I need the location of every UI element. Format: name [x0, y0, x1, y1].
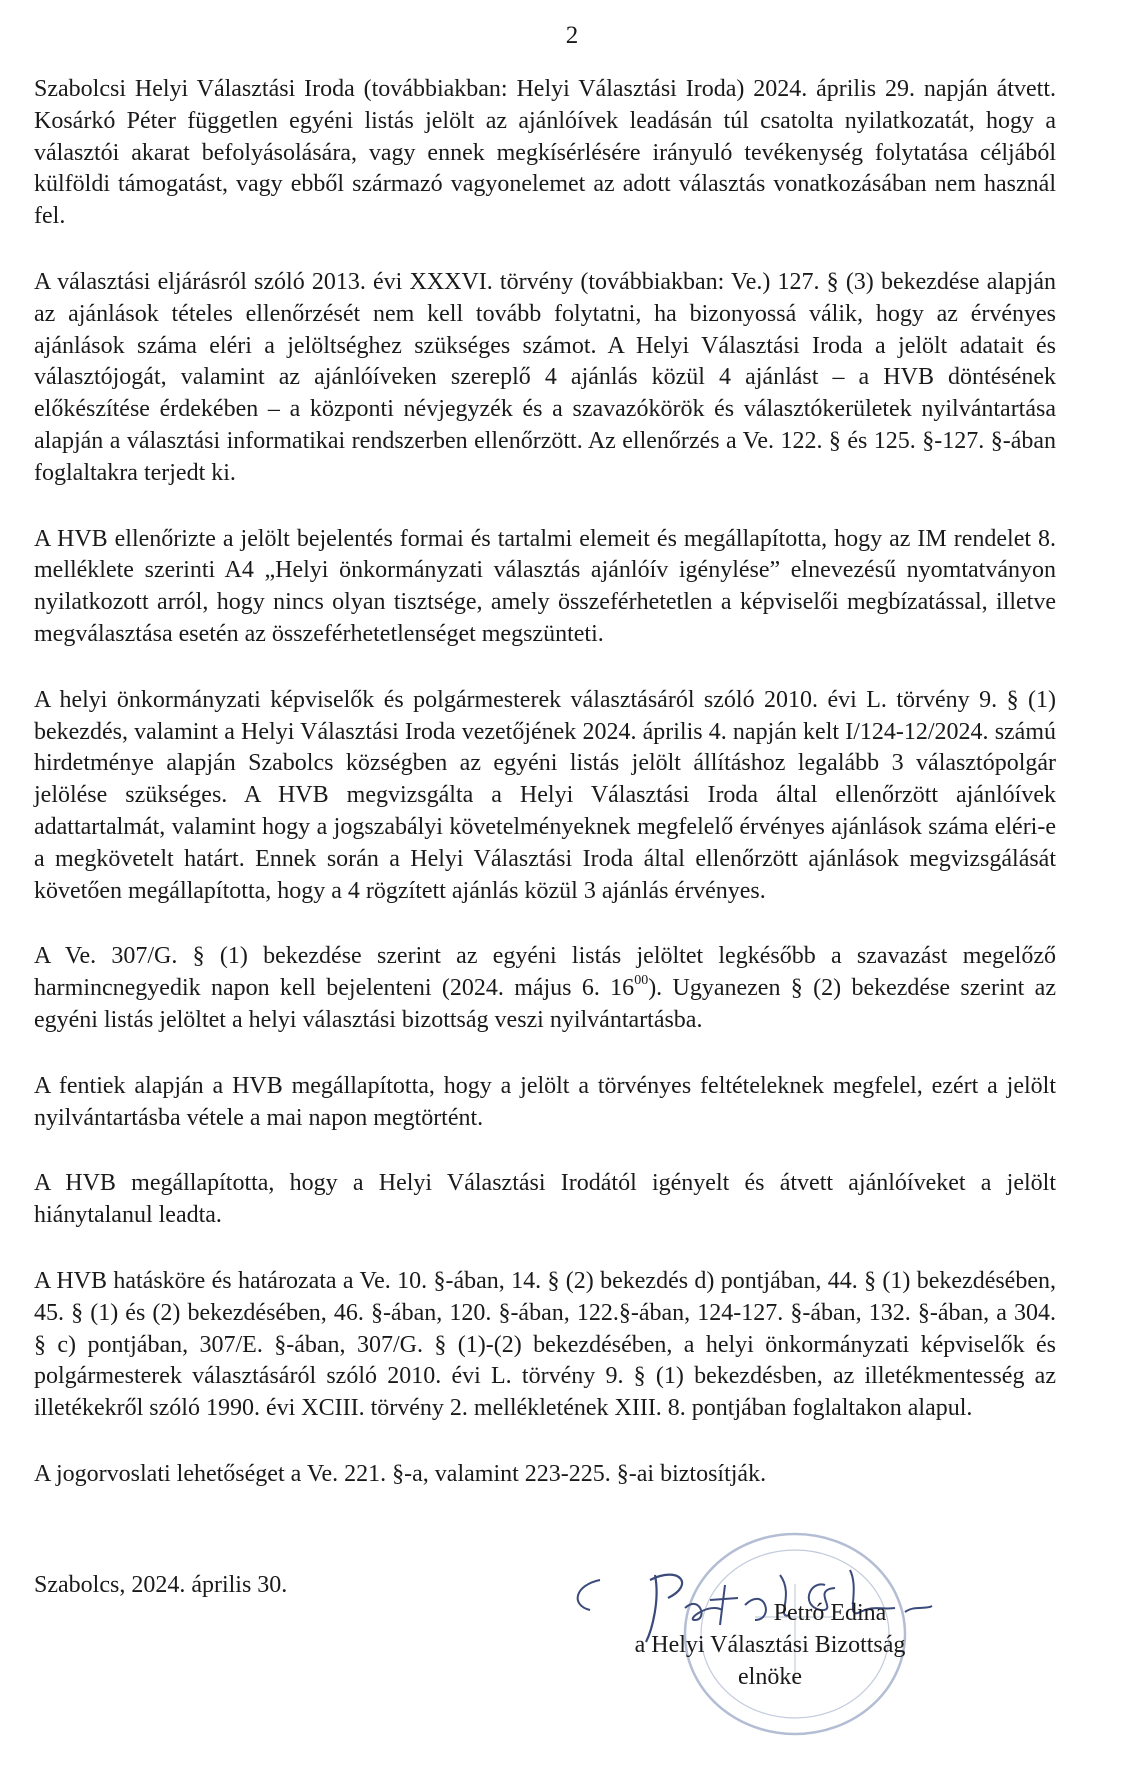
place-and-date: Szabolcs, 2024. április 30. [34, 1572, 288, 1598]
page-number: 2 [565, 22, 579, 49]
signature-block [560, 1522, 1120, 1752]
paragraph-received: Szabolcsi Helyi Választási Iroda (továbbiakban: Helyi Választási Iroda) 2024. április 29. napján átvett. Kosárkó Péter független egyéni listás jelölt az ajánlóívek leadásán túl csatolta nyilatkozatát, hogy a választói akarat befolyásolására, vagy ennek megkísérlésére irányuló tevékenység folytatása céljából külföldi támogatást, vagy ebből származó vagyonelemet az adott választás vonatkozásában nem használ fel. [34, 76, 1056, 230]
signer-title: elnöke [738, 1664, 802, 1690]
document-body [34, 74, 1056, 1525]
paragraph-legal-basis: A HVB hatásköre és határozata a Ve. 10. §-ában, 14. § (2) bekezdés d) pontjában, 44. § (1) bekezdésében, 45. § (1) és (2) bekezdésében, 46. §-ában, 120. §-ában, 122.§-ában, 124-127. §-ában, 132. §-ában, a 304. § c) pontjában, 307/E. §-ában, 307/G. § (1)-(2) bekezdésében, a helyi önkormányzati képviselők és polgármesterek választásáról szóló 2010. évi L. törvény 9. § (1) bekezdésben, az illetékmentesség az illetékekről szóló 1990. évi XCIII. törvény 2. mellékletének XIII. 8. pontjában foglaltakon alapul. [34, 1267, 1056, 1422]
paragraph-sheets-returned: A HVB megállapította, hogy a Helyi Választási Irodától igényelt és átvett ajánlóíveket a jelölt hiánytalanul leadta. [34, 1170, 1056, 1229]
paragraph-deadline [34, 941, 1056, 1036]
paragraph-verification: A választási eljárásról szóló 2013. évi XXXVI. törvény (továbbiakban: Ve.) 127. § (3) bekezdése alapján az ajánlások tételes ellenőrzését nem kell tovább folytatni, ha bizonyossá válik, hogy az érvényes ajánlások száma eléri a jelöltséghez szükséges számot. A Helyi Választási Iroda a jelölt adatait és választójogát, valamint az ajánlóíveken szereplő 4 ajánlás közül 4 ajánlást – a HVB döntésének előkészítése érdekében – a központi névjegyzék és a szavazókörök és választókerületek nyilvántartása alapján a választási informatikai rendszerben ellenőrzött. Az ellenőrzés a Ve. 122. § és 125. §-127. §-ában foglaltakra terjedt ki. [34, 268, 1056, 486]
signer-name: Petró Edina [773, 1600, 887, 1626]
paragraph-nomination-count: A helyi önkormányzati képviselők és polgármesterek választásáról szóló 2010. évi L. törvény 9. § (1) bekezdés, valamint a Helyi Választási Iroda vezetőjének 2024. április 4. napján kelt I/124-12/2024. számú hirdetménye alapján Szabolcs községben az egyéni listás jelölt állításhoz legalább 3 választópolgár jelölése szükséges. A HVB megvizsgálta a Helyi Választási Iroda által ellenőrzött ajánlóívek adattartalmát, valamint hogy a jogszabályi követelményeknek megfelelő érvényes ajánlások száma eléri-e a megkövetelt határt. Ennek során a Helyi Választási Iroda által ellenőrzött ajánlások megvizsgálását követően megállapította, hogy a 4 rögzített ajánlás közül 3 ajánlás érvényes. [34, 686, 1056, 904]
deadline-text-b: ). Ugyanezen § (2) bekezdése szerint az egyéni listás jelöltet a helyi választási bizottság veszi nyilvántartásba. [34, 975, 1056, 1033]
paragraph-form-check: A HVB ellenőrizte a jelölt bejelentés formai és tartalmi elemeit és megállapította, hogy az IM rendelet 8. melléklete szerinti A4 „Helyi önkormányzati választás ajánlóív igénylése” elnevezésű nyomtatványon nyilatkozott arról, hogy nincs olyan tisztsége, amely összeférhetetlen a képviselői megbízatással, illetve megválasztása esetén az összeférhetetlenséget megszünteti. [34, 525, 1056, 647]
deadline-text-a: A Ve. 307/G. § (1) bekezdése szerint az egyéni listás jelöltet legkésőbb a szavazást megelőző harmincnegyedik napon kell bejelenteni (2024. május 6. 16 [34, 943, 1056, 1002]
paragraph-legal-remedy: A jogorvoslati lehetőséget a Ve. 221. §-a, valamint 223-225. §-ai biztosítják. [34, 1460, 767, 1487]
paragraph-conclusion: A fentiek alapján a HVB megállapította, hogy a jelölt a törvényes feltételeknek megfelel, ezért a jelölt nyilvántartásba vétele a mai napon megtörtént. [34, 1072, 1056, 1131]
signer-role: a Helyi Választási Bizottság [634, 1632, 906, 1658]
deadline-superscript: 00 [634, 973, 649, 989]
